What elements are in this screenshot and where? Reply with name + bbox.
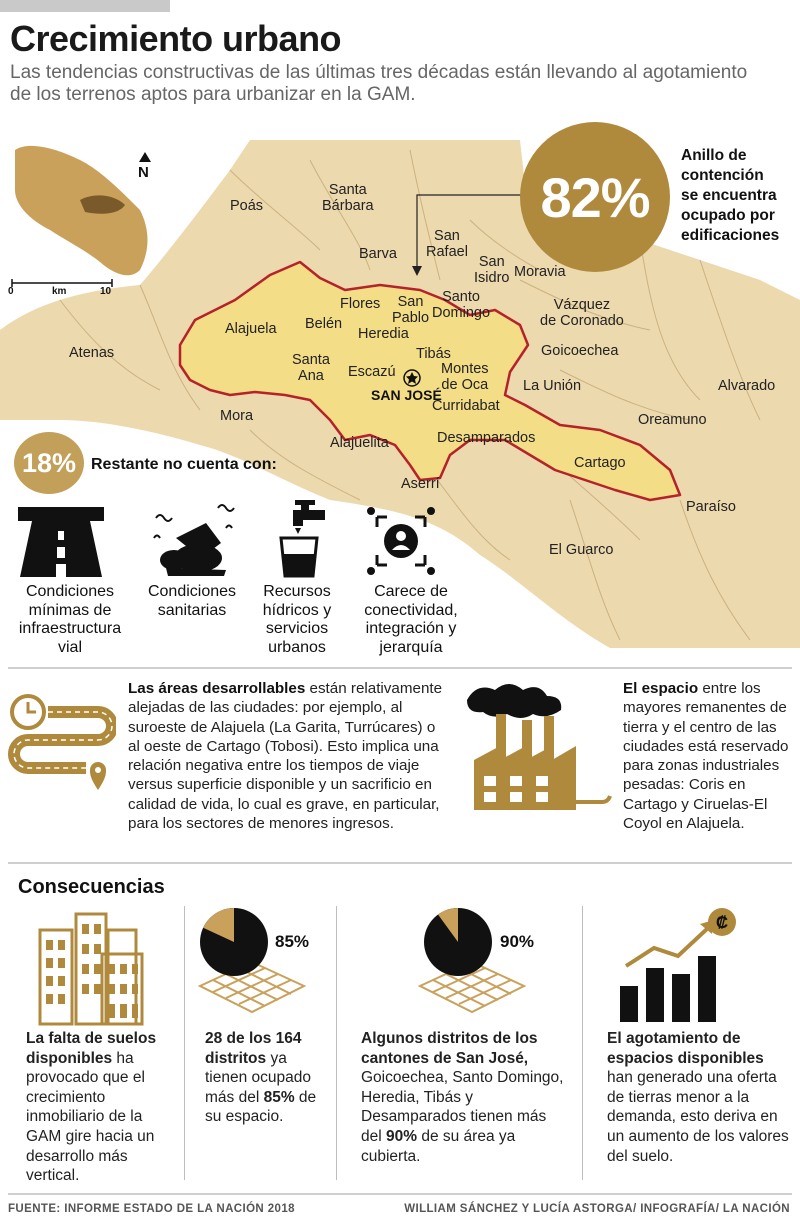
consequence-1-text: La falta de suelos disponibles ha provocado que el crecimiento inmobiliario de la GAM gire hacia un desarrollo más vertical. [26, 1030, 157, 1185]
pie-85-icon [196, 906, 308, 1014]
map-label: Barva [359, 246, 397, 262]
page-subtitle: Las tendencias constructivas de las últimas tres décadas están llevando al agotamiento de los terrenos aptos para urbanizar en la GAM. [10, 62, 748, 105]
pct-90-label: 90% [500, 932, 535, 951]
column-divider [582, 906, 583, 1180]
map-label: Flores [340, 296, 381, 312]
top-accent-bar [0, 0, 170, 12]
map-label: Aserrí [401, 476, 440, 492]
bar-chart-colon-icon [616, 906, 746, 1026]
map-label: Atenas [69, 345, 115, 361]
column-divider [336, 906, 337, 1180]
map-label: El Guarco [549, 542, 614, 558]
inset-map [12, 146, 148, 287]
map-label: Goicoechea [541, 343, 619, 359]
map-label: La Unión [523, 378, 582, 394]
map-label: Desamparados [437, 430, 536, 446]
map-label: Alajuela [225, 321, 277, 337]
map-label: Santa Ana [292, 352, 330, 384]
inset-scale-10: 10 [100, 286, 112, 297]
divider [8, 1193, 792, 1195]
map-label: Cartago [574, 455, 626, 471]
garbage-icon [146, 498, 238, 578]
water-tap-icon [279, 498, 329, 578]
footer-credits: WILLIAM SÁNCHEZ Y LUCÍA ASTORGA/ INFOGRAFÍA/ LA NACIÓN [404, 1203, 790, 1215]
column-divider [184, 906, 185, 1180]
need-label: Carece de conectividad, integración y jerarquía [364, 583, 458, 656]
divider [8, 667, 792, 669]
map-label: Tibás [416, 346, 451, 362]
remaining-label: Restante no cuenta con: [91, 456, 277, 473]
consequence-2-text: 28 de los 164 distritos ya tienen ocupado más del 85% de su espacio. [205, 1030, 317, 1126]
network-icon [365, 505, 437, 577]
pie-90-icon [416, 906, 528, 1014]
capital-label: SAN JOSÉ [371, 387, 442, 403]
svg-text:₡: ₡ [715, 913, 729, 932]
inset-scale-0: 0 [8, 286, 14, 297]
buildings-icon [36, 908, 148, 1026]
map-label: Heredia [358, 326, 409, 342]
areas-text: están relativamente alejadas de las ciudades: por ejemplo, al suroeste de Alajuela (La Garita, Turrúcares) o al oeste de Cartago (Tobosi). Esto implica una relación negativa entre los tiempos de viaje versus superficie disponible y un sacrificio en calidad de vida, lo cual es grave, en particular, para los sectores de menores ingresos. [128, 680, 443, 833]
map-label: Paraíso [686, 499, 736, 515]
ring-stat-badge: 82% [520, 122, 670, 272]
map-label: Escazú [348, 364, 396, 380]
map-label: Belén [305, 316, 343, 332]
remaining-badge: 18% [14, 432, 84, 494]
map-label: San Isidro [474, 254, 510, 286]
map-label: San Pablo [392, 294, 430, 326]
road-icon [18, 507, 104, 577]
map-label: Curridabat [432, 398, 500, 414]
map-label: Santa Bárbara [322, 182, 374, 214]
space-bold: El espacio [623, 680, 699, 697]
space-paragraph [623, 679, 791, 833]
north-arrow-icon [139, 152, 151, 162]
inset-scale-unit: km [52, 286, 67, 297]
areas-bold: Las áreas desarrollables [128, 680, 306, 697]
map-label: Moravia [514, 264, 566, 280]
inset-north-label: N [138, 164, 149, 181]
map-label: Vázquez de Coronado [540, 297, 624, 329]
pct-85-label: 85% [275, 932, 310, 951]
map-label: Santo Domingo [432, 289, 491, 321]
map-label: Oreamuno [638, 412, 707, 428]
need-label: Condiciones mínimas de infraestructura vial [18, 583, 122, 656]
page-title: Crecimiento urbano [10, 18, 342, 59]
ring-stat-text: Anillo de contención se encuentra ocupado por edificaciones [681, 147, 780, 244]
areas-paragraph [128, 679, 446, 833]
consequence-3-text: Algunos distritos de los cantones de San José, Goicoechea, Santo Domingo, Heredia, Tibás y Desamparados tienen más del 90% de su área ya cubierta. [361, 1030, 564, 1165]
map-label: San Rafael [426, 228, 468, 260]
map-label: Poás [230, 198, 264, 214]
factory-icon [462, 680, 612, 810]
divider [8, 862, 792, 864]
route-icon [6, 690, 116, 800]
footer-source: FUENTE: INFORME ESTADO DE LA NACIÓN 2018 [8, 1203, 295, 1215]
map-label: Alajuelita [330, 435, 389, 451]
map-label: Mora [220, 408, 254, 424]
map-label: Montes de Oca [441, 361, 489, 393]
consequence-4-text: El agotamiento de espacios disponibles han generado una oferta de tierras menor a la demanda, esto deriva en un aumento de los valores del suelo. [607, 1030, 789, 1165]
space-text: entre los mayores remanentes de tierra y el centro de las ciudades está reservado para zonas industriales pesadas: Coris en Cartago y Ciruelas-El Coyol en Alajuela. [623, 680, 789, 833]
map-label: Alvarado [718, 378, 776, 394]
consequences-title: Consecuencias [18, 876, 165, 898]
need-label: Condiciones sanitarias [147, 583, 237, 619]
need-label: Recursos hídricos y servicios urbanos [262, 583, 332, 656]
